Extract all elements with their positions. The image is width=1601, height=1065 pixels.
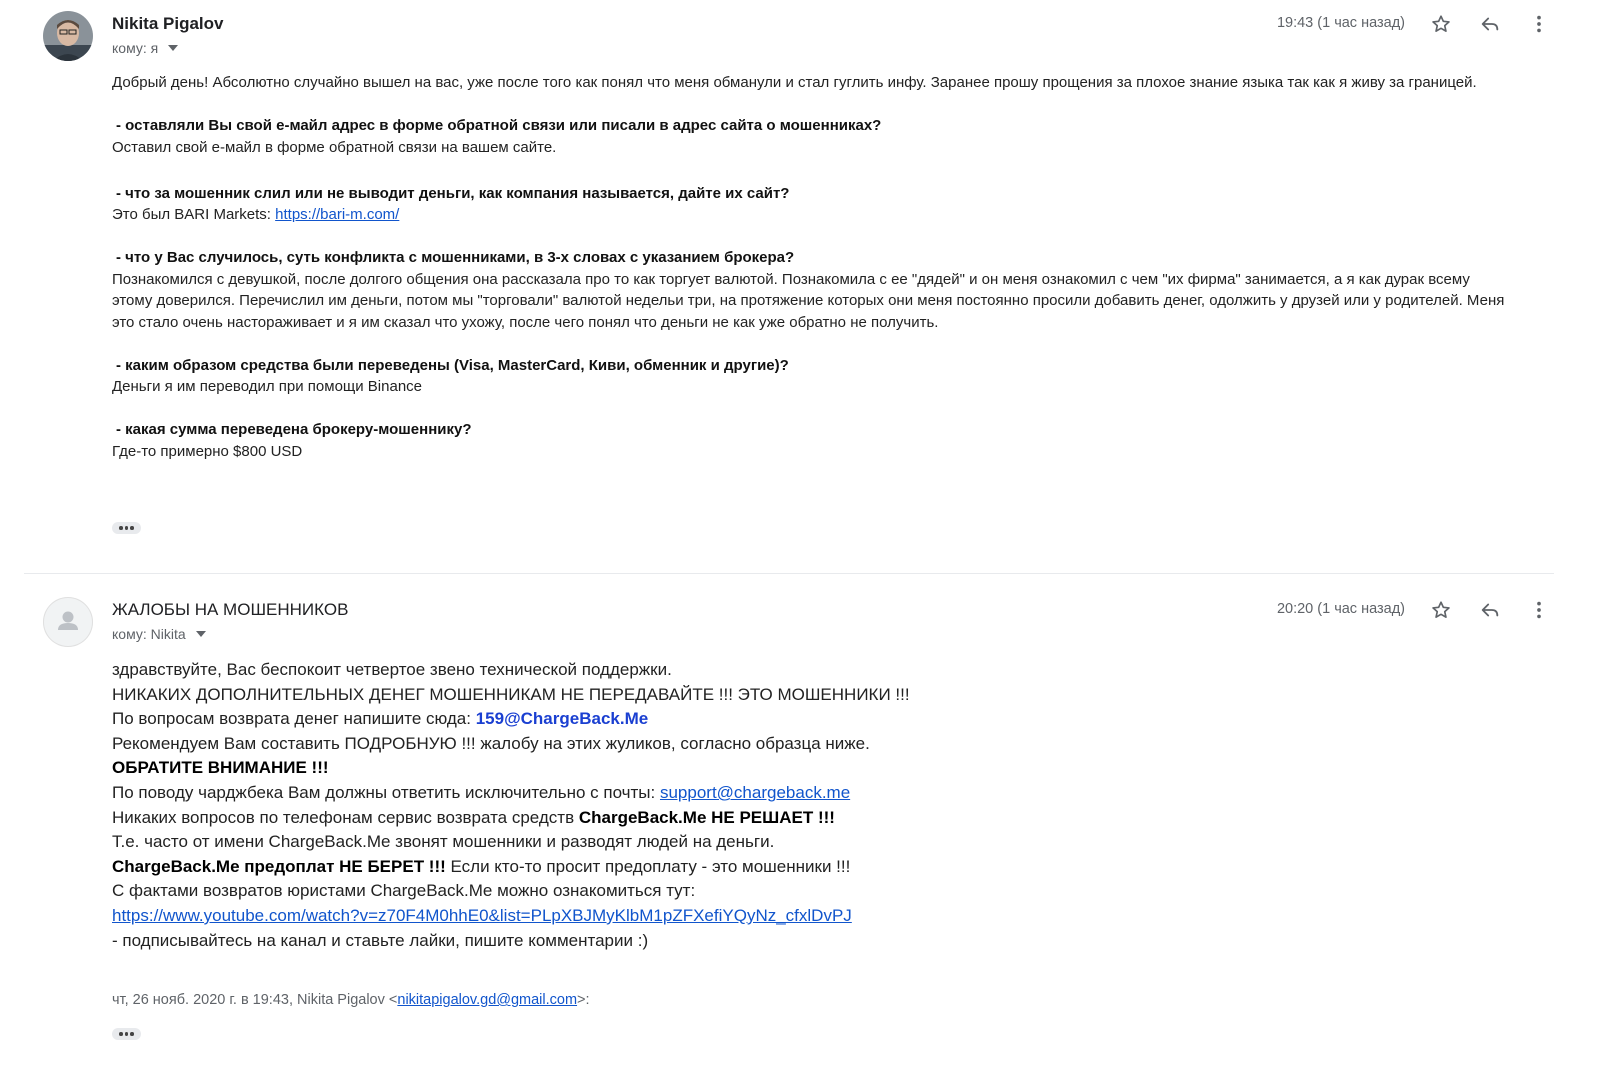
refund-email-link[interactable]: 159@ChargeBack.Me bbox=[475, 709, 649, 729]
show-trimmed-content-button[interactable] bbox=[112, 522, 141, 534]
body-line: Т.е. часто от имени ChargeBack.Me звонят мошенники и разводят людей на деньги. bbox=[112, 832, 775, 852]
more-vert-icon bbox=[1528, 13, 1550, 35]
quote-header bbox=[112, 992, 590, 1008]
chevron-down-icon[interactable] bbox=[168, 45, 178, 51]
quote-suffix: >: bbox=[577, 992, 590, 1008]
message-time: 20:20 (1 час назад) bbox=[1276, 601, 1405, 617]
reply-button[interactable] bbox=[1475, 595, 1505, 625]
more-options-button[interactable] bbox=[1524, 595, 1554, 625]
quote-email-link[interactable]: nikitapigalov.gd@gmail.com bbox=[397, 992, 578, 1008]
broker-link[interactable]: https://bari-m.com/ bbox=[275, 206, 400, 223]
recipient-label: кому: Nikita bbox=[112, 626, 186, 642]
recipient-label: кому: я bbox=[112, 40, 159, 56]
answer-4: Деньги я им переводил при помощи Binance bbox=[112, 378, 423, 395]
message-time: 19:43 (1 час назад) bbox=[1276, 15, 1405, 31]
youtube-link[interactable]: https://www.youtube.com/watch?v=z70F4M0hhE0&list=PLpXBJMyKlbM1pZFXefiYQyNz_cfxlDvPJ bbox=[112, 905, 852, 925]
body-text: Никаких вопросов по телефонам сервис возврата средств bbox=[112, 807, 579, 827]
sender-name[interactable]: Nikita Pigalov bbox=[112, 14, 224, 33]
recipient-line bbox=[112, 626, 206, 642]
expand-dots-icon bbox=[119, 526, 123, 530]
message-body bbox=[112, 72, 1512, 462]
avatar-photo bbox=[43, 11, 93, 61]
question-3: - что у Вас случилось, суть конфликта с мошенниками, в 3-х словах с указанием брокера? bbox=[116, 249, 795, 266]
body-line: - подписывайтесь на канал и ставьте лайки, пишите комментарии :) bbox=[112, 930, 649, 950]
body-bold: ChargeBack.Me предоплат НЕ БЕРЕТ !!! bbox=[112, 856, 446, 876]
question-2: - что за мошенник слил или не выводит деньги, как компания называется, дайте их сайт? bbox=[116, 184, 790, 202]
recipient-line bbox=[112, 40, 178, 56]
answer-1: Оставил свой е-майл в форме обратной связи на вашем сайте. bbox=[112, 138, 557, 156]
star-button[interactable] bbox=[1426, 9, 1456, 39]
question-5: - какая сумма переведена брокеру-мошеннику? bbox=[116, 421, 472, 438]
question-4: - каким образом средства были переведены (Visa, MasterCard, Киви, обменник и другие)? bbox=[116, 356, 789, 374]
star-icon bbox=[1430, 13, 1452, 35]
expand-dots-icon bbox=[119, 1032, 123, 1036]
question-1: - оставляли Вы свой е-майл адрес в форме обратной связи или писали в адрес сайта о мошенниках? bbox=[116, 117, 882, 134]
sender-avatar[interactable] bbox=[43, 11, 93, 61]
quote-prefix: чт, 26 нояб. 2020 г. в 19:43, Nikita Pigalov < bbox=[112, 992, 398, 1008]
body-bold: ChargeBack.Me НЕ РЕШАЕТ !!! bbox=[578, 807, 835, 827]
answer-2-text: Это был BARI Markets: bbox=[112, 206, 276, 223]
reply-icon bbox=[1479, 13, 1501, 35]
person-icon bbox=[43, 597, 93, 647]
body-line bbox=[112, 904, 1512, 929]
message-divider bbox=[24, 573, 1554, 574]
sender-name[interactable]: ЖАЛОБЫ НА МОШЕННИКОВ bbox=[112, 600, 349, 619]
body-line: здравствуйте, Вас беспокоит четвертое звено технической поддержки. bbox=[112, 660, 672, 679]
star-button[interactable] bbox=[1426, 595, 1456, 625]
sender-avatar[interactable] bbox=[43, 597, 93, 647]
show-trimmed-content-button[interactable] bbox=[112, 1028, 141, 1040]
more-options-button[interactable] bbox=[1524, 9, 1554, 39]
body-line bbox=[112, 707, 1512, 732]
star-icon bbox=[1430, 599, 1452, 621]
body-line: НИКАКИХ ДОПОЛНИТЕЛЬНЫХ ДЕНЕГ МОШЕННИКАМ НЕ ПЕРЕДАВАЙТЕ !!! ЭТО МОШЕННИКИ !!! bbox=[112, 684, 910, 704]
reply-button[interactable] bbox=[1475, 9, 1505, 39]
body-line bbox=[112, 781, 1512, 806]
answer-5: Где-то примерно $800 USD bbox=[112, 442, 303, 460]
reply-icon bbox=[1479, 599, 1501, 621]
body-line bbox=[112, 806, 1512, 831]
body-line bbox=[112, 855, 1512, 880]
body-text: По вопросам возврата денег напишите сюда: bbox=[112, 709, 476, 729]
body-text: Если кто-то просит предоплату - это мошенники !!! bbox=[445, 856, 851, 876]
attention-heading: ОБРАТИТЕ ВНИМАНИЕ !!! bbox=[112, 758, 329, 778]
message-body bbox=[112, 658, 1512, 953]
intro-text: Добрый день! Абсолютно случайно вышел на вас, уже после того как понял что меня обманули и стал гуглить инфу. Заранее прошу прощения за плохое знание языка так как я живу за границей. bbox=[112, 74, 1477, 91]
more-vert-icon bbox=[1528, 599, 1550, 621]
body-line bbox=[112, 756, 1512, 781]
body-text: По поводу чарджбека Вам должны ответить исключительно с почты: bbox=[112, 782, 660, 802]
body-line: Рекомендуем Вам составить ПОДРОБНУЮ !!! жалобу на этих жуликов, согласно образца ниже. bbox=[112, 733, 870, 753]
answer-3: Познакомился с девушкой, после долгого общения она рассказала про то как торгует валютой. Познакомила с ее "дядей" и он меня ознакомил с чем "их фирма" занимается, а я как дурак всему этому доверился. Перечислил им деньги, потом мы "торговали" валютой недельи три, на протяжение которых они меня постоянно просили добавить денег, одолжить у друзей или у родителей. Меня это стало очень настораживает и я им сказал что ухожу, после чего понял что деньги не как уже обратно не получить. bbox=[112, 270, 1505, 331]
support-email-link[interactable]: support@chargeback.me bbox=[659, 782, 851, 802]
chevron-down-icon[interactable] bbox=[196, 631, 206, 637]
body-line: С фактами возвратов юристами ChargeBack.Me можно ознакомиться тут: bbox=[112, 881, 696, 901]
answer-2 bbox=[112, 204, 1512, 226]
